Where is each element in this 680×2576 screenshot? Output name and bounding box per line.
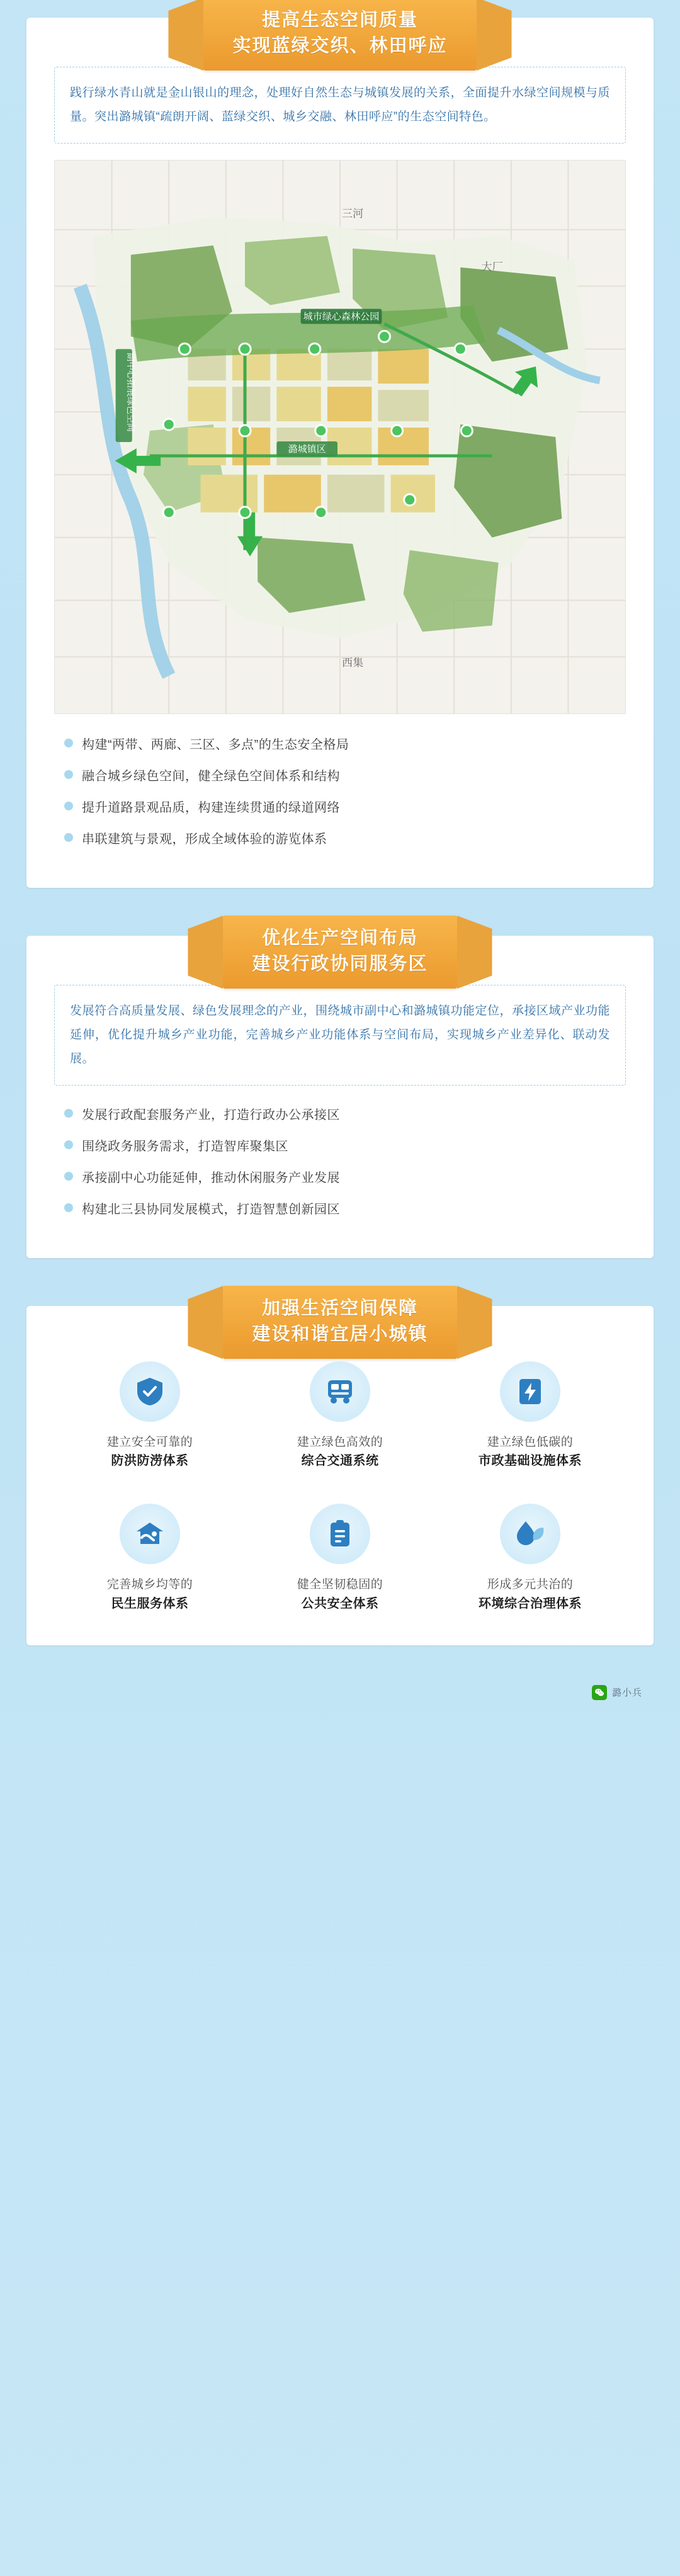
intro-paragraph-1: 践行绿水青山就是金山银山的理念，处理好自然生态与城镇发展的关系，全面提升水绿空间规模与质量。突出潞城镇“疏朗开阔、蓝绿交织、城乡交融、林田呼应”的生态空间特色。: [54, 67, 626, 144]
icon-cell-public-service: [58, 1504, 242, 1613]
icon-caption-line1: 建立绿色高效的: [297, 1436, 383, 1449]
section-card-living-space: [26, 1298, 654, 1645]
banner-line-1: 提高生态空间质量: [261, 10, 418, 30]
list-item: [64, 734, 626, 756]
intro-paragraph-2: 发展符合高质量发展、绿色发展理念的产业，围绕城市副中心和潞城镇功能定位，承接区域产业功能延伸，优化提升城乡产业功能，完善城乡产业功能体系与空间布局，实现城乡产业差异化、联动发展。: [54, 985, 626, 1086]
ribbon-right-2: [457, 916, 492, 989]
list-item: [64, 1104, 626, 1126]
svg-text:大厂: 大厂: [481, 261, 503, 273]
section-banner-2: [9, 916, 671, 989]
icon-cell-transport: [248, 1361, 432, 1471]
svg-text:西集: 西集: [342, 657, 364, 669]
bullet-dot-icon: [64, 833, 73, 842]
icon-caption-line1: 形成多元共治的: [487, 1578, 574, 1592]
shield-icon: [120, 1361, 180, 1422]
ribbon-left-1: [168, 0, 203, 71]
ribbon-left-3: [188, 1286, 223, 1359]
bullet-dot-icon: [64, 1140, 73, 1149]
list-item: [64, 1199, 626, 1220]
account-name: 潞小兵: [611, 1688, 642, 1699]
icon-caption-line2: 环境综合治理体系: [479, 1596, 582, 1611]
svg-text:城市绿心森林公园: 城市绿心森林公园: [303, 311, 380, 322]
icon-caption-line2: 公共安全体系: [301, 1596, 379, 1611]
handshake-house-icon: [120, 1504, 180, 1564]
bullet-text: 承接副中心功能延伸，推动休闲服务产业发展: [82, 1171, 340, 1185]
svg-text:副中心拓展绿色空间: 副中心拓展绿色空间: [125, 353, 136, 432]
list-item: [64, 1167, 626, 1189]
icon-cell-public-safety: [248, 1504, 432, 1613]
bullet-text: 围绕政务服务需求，打造智库聚集区: [82, 1140, 288, 1154]
icon-cell-municipal-infra: [438, 1361, 622, 1471]
ribbon-right-3: [457, 1286, 492, 1359]
section-card-production-space: [26, 928, 654, 1258]
bullet-list-1: [54, 732, 626, 850]
icon-caption-line2: 综合交通系统: [301, 1454, 379, 1468]
list-item: [64, 797, 626, 819]
bus-icon: [310, 1361, 370, 1422]
list-item: [64, 829, 626, 850]
bullet-dot-icon: [64, 802, 73, 810]
svg-text:三河: 三河: [342, 207, 364, 220]
banner-body-1: [203, 0, 476, 71]
icon-caption-line1: 建立安全可靠的: [106, 1436, 193, 1449]
banner-line-1: 加强生活空间保障: [261, 1298, 418, 1319]
icon-caption-line1: 健全坚韧稳固的: [297, 1578, 383, 1592]
banner-line-2: 建设和谐宜居小城镇: [252, 1324, 428, 1345]
bullet-text: 串联建筑与景观，形成全域体验的游览体系: [82, 832, 327, 846]
guarantee-icon-grid: [54, 1355, 626, 1618]
list-item: [64, 1136, 626, 1157]
icon-cell-flood-control: [58, 1361, 242, 1471]
wechat-icon: [592, 1685, 607, 1700]
bullet-text: 提升道路景观品质，构建连续贯通的绿道网络: [82, 801, 340, 815]
svg-text:潞城镇区: 潞城镇区: [288, 444, 326, 455]
footer-account: [26, 1671, 654, 1715]
bullet-list-2: [54, 1102, 626, 1220]
icon-caption-line2: 防洪防涝体系: [111, 1454, 189, 1468]
icon-caption-line2: 市政基础设施体系: [479, 1454, 582, 1468]
section-card-ecological-space: [26, 10, 654, 888]
banner-line-2: 实现蓝绿交织、林田呼应: [232, 36, 448, 57]
bullet-text: 构建北三县协同发展模式，打造智慧创新园区: [82, 1203, 340, 1217]
banner-body-2: [223, 916, 456, 989]
bullet-text: 融合城乡绿色空间，健全绿色空间体系和结构: [82, 769, 340, 783]
ribbon-left-2: [188, 916, 223, 989]
section-banner-3: [9, 1286, 671, 1359]
banner-body-3: [223, 1286, 456, 1359]
bullet-text: 发展行政配套服务产业，打造行政办公承接区: [82, 1108, 340, 1122]
bullet-dot-icon: [64, 1109, 73, 1118]
list-item: [64, 766, 626, 787]
clipboard-check-icon: [310, 1504, 370, 1564]
icon-caption-line1: 完善城乡均等的: [106, 1578, 193, 1592]
map-graphic: [55, 161, 625, 713]
ribbon-right-1: [477, 0, 512, 71]
bullet-dot-icon: [64, 770, 73, 779]
bolt-icon: [500, 1361, 560, 1422]
bullet-dot-icon: [64, 739, 73, 747]
icon-caption-line2: 民生服务体系: [111, 1596, 189, 1611]
banner-line-2: 建设行政协同服务区: [252, 954, 428, 975]
ecological-structure-map: [54, 160, 626, 714]
bullet-dot-icon: [64, 1203, 73, 1212]
section-banner-1: [9, 0, 671, 71]
icon-cell-environment: [438, 1504, 622, 1613]
icon-caption-line1: 建立绿色低碳的: [487, 1436, 574, 1449]
bullet-text: 构建“两带、两廊、三区、多点”的生态安全格局: [82, 738, 349, 752]
bullet-dot-icon: [64, 1172, 73, 1181]
banner-line-1: 优化生产空间布局: [261, 928, 418, 948]
water-drop-leaf-icon: [500, 1504, 560, 1564]
